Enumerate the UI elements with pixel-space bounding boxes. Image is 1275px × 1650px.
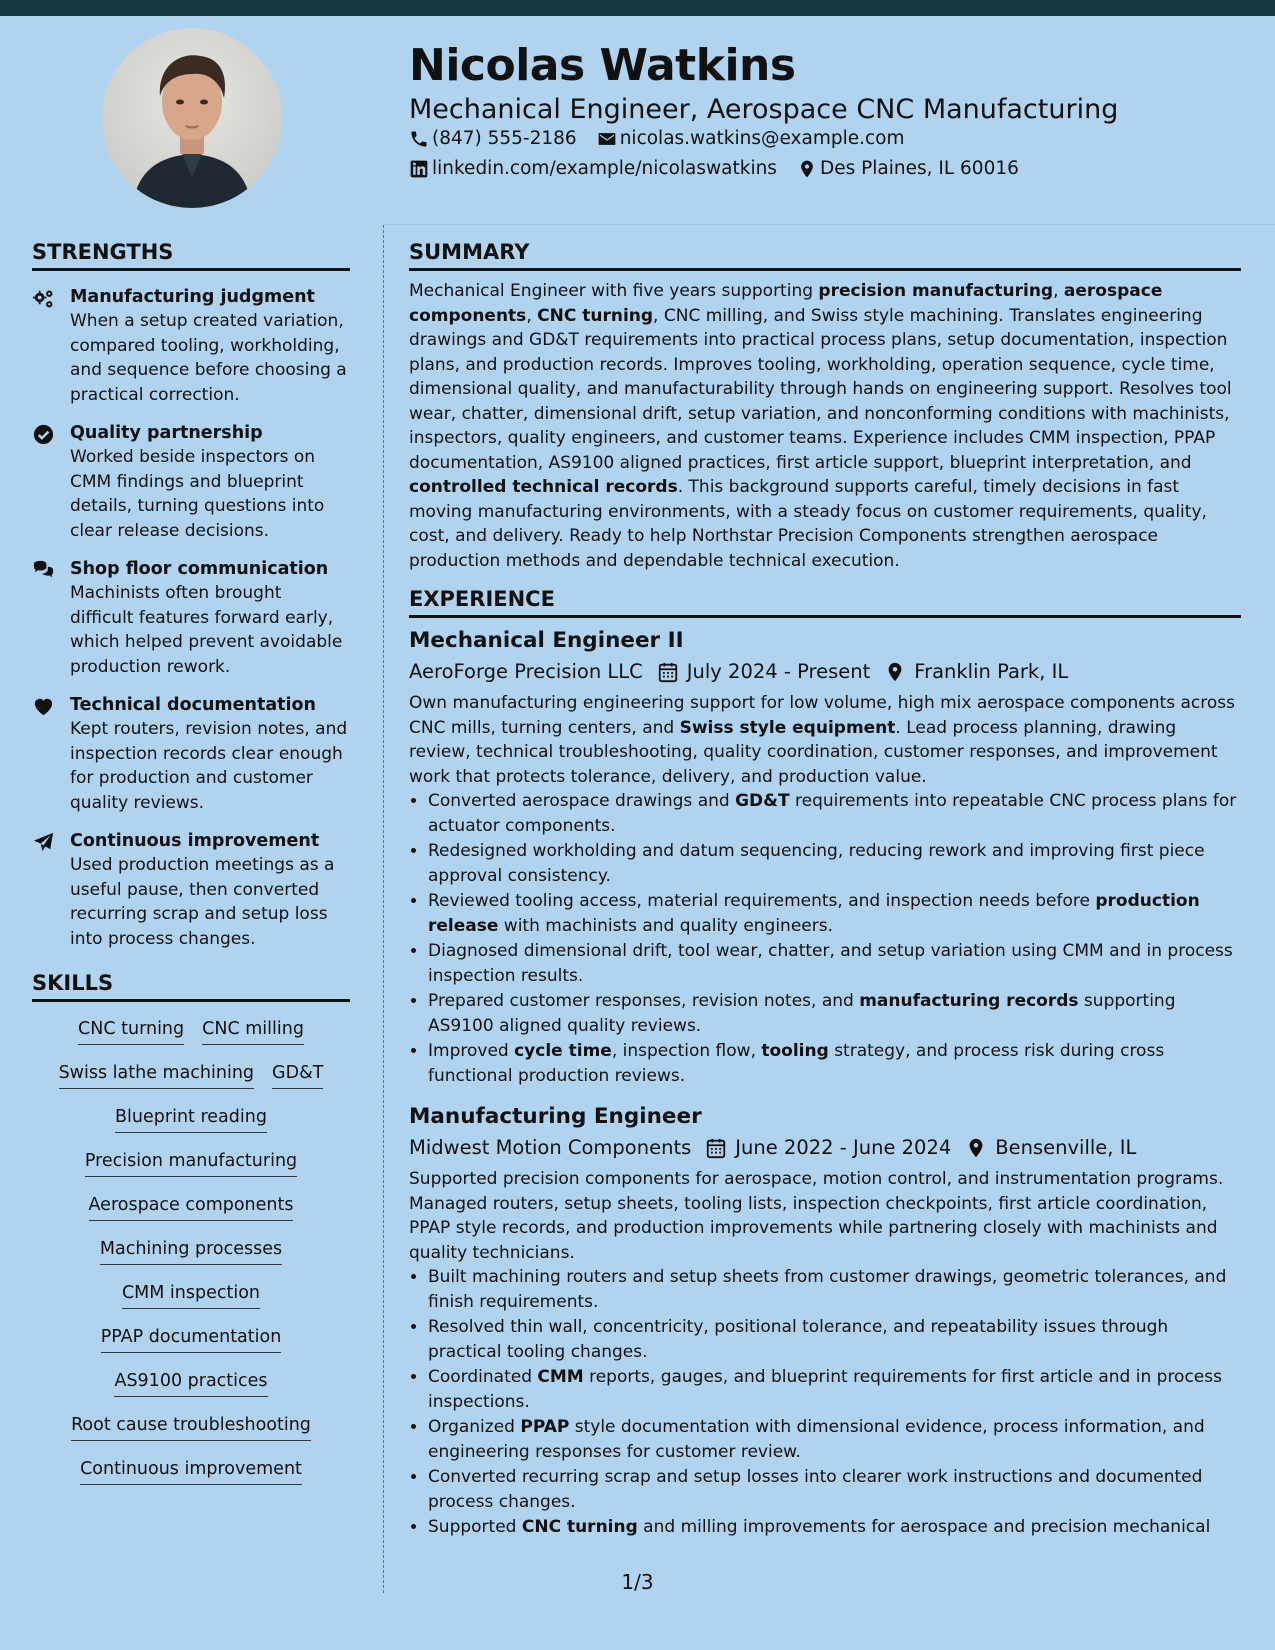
top-bar [0, 0, 1275, 16]
job-dates [705, 1136, 951, 1159]
right-column [409, 240, 1241, 1541]
skill-row [32, 1062, 350, 1089]
strength-item [32, 829, 350, 951]
experience-title: EXPERIENCE [409, 587, 1241, 618]
column-divider [383, 225, 384, 1593]
job-company: AeroForge Precision LLC [409, 660, 643, 683]
calendar-icon [657, 661, 679, 683]
job-meta [409, 660, 1241, 683]
skill-tag: CNC milling [202, 1018, 304, 1045]
job-bullet: • Converted aerospace drawings and GD&T requirements into repeatable CNC process plans for actuator components. [428, 789, 1241, 838]
calendar-icon [705, 1137, 727, 1159]
map-pin-icon [884, 661, 906, 683]
comments-icon [32, 559, 55, 582]
strength-icon-wrap [32, 693, 70, 815]
map-pin-icon [965, 1137, 987, 1159]
location-text: Des Plaines, IL 60016 [819, 158, 1019, 179]
skill-row [32, 1370, 350, 1397]
email-text: nicolas.watkins@example.com [619, 128, 905, 149]
phone-text: (847) 555-2186 [432, 128, 577, 149]
job-bullet: • Built machining routers and setup sheets from customer drawings, geometric tolerances, and finish requirements. [428, 1265, 1241, 1314]
strength-title: Quality partnership [70, 423, 263, 443]
job-location-text: Franklin Park, IL [914, 660, 1069, 683]
job-title: Mechanical Engineer II [409, 628, 684, 653]
strength-icon-wrap [32, 829, 70, 951]
envelope-icon [597, 129, 617, 149]
strength-title: Technical documentation [70, 695, 317, 715]
strength-text [70, 557, 350, 679]
job-bullet: • Reviewed tooling access, material requirements, and inspection needs before production release with machinists and quality engineers. [428, 889, 1241, 938]
strength-item [32, 285, 350, 407]
job-bullet: • Resolved thin wall, concentricity, positional tolerance, and repeatability issues through practical tooling changes. [428, 1315, 1241, 1364]
skill-tag: Machining processes [100, 1238, 282, 1265]
job-location [965, 1136, 1136, 1159]
skill-tag: AS9100 practices [114, 1370, 267, 1397]
summary-text: Mechanical Engineer with five years supporting precision manufacturing, aerospace components, CNC turning, CNC milling, and Swiss style machining. Translates engineering drawings and GD&T requirements into practical process plans, setup documentation, inspection plans, and production records. Improves tooling, workholding, operation sequence, cycle time, dimensional quality, and manufacturability through hands on engineering support. Resolves tool wear, chatter, dimensional drift, setup variation, and nonconforming conditions with machinists, inspectors, quality engineers, and customer teams. Experience includes CMM inspection, PPAP documentation, AS9100 aligned practices, first article support, blueprint interpretation, and controlled technical records. This background supports careful, timely decisions in fast moving manufacturing environments, with a steady focus on customer requirements, quality, cost, and delivery. Ready to help Northstar Precision Components strengthen aerospace production methods and dependable technical execution. [409, 281, 1232, 571]
skill-row [32, 1106, 350, 1133]
location [797, 158, 1019, 179]
strength-description: Used production meetings as a useful pause, then converted recurring scrap and setup loss into process changes. [70, 855, 335, 949]
job-bullets [409, 789, 1241, 1088]
job-meta [409, 1136, 1241, 1159]
job-bullet: • Supported CNC turning and milling improvements for aerospace and precision mechanical [428, 1515, 1241, 1540]
paper-plane-icon [32, 831, 55, 854]
candidate-name: Nicolas Watkins [409, 40, 796, 91]
strengths-title: STRENGTHS [32, 240, 350, 271]
skills-list [32, 1018, 350, 1485]
skill-tag: Swiss lathe machining [59, 1062, 254, 1089]
contact-row-2 [409, 158, 1039, 179]
strength-item [32, 421, 350, 543]
skill-row [32, 1194, 350, 1221]
strength-description: Machinists often brought difficult features forward early, which helped prevent avoidable production rework. [70, 583, 343, 677]
skill-row [32, 1018, 350, 1045]
strength-description: Kept routers, revision notes, and inspection records clear enough for production and customer quality reviews. [70, 719, 348, 813]
map-pin-icon [797, 159, 817, 179]
skill-tag: CNC turning [78, 1018, 184, 1045]
linkedin[interactable] [409, 158, 777, 179]
experience-list [409, 626, 1241, 1540]
strength-icon-wrap [32, 421, 70, 543]
job-bullet: • Diagnosed dimensional drift, tool wear, chatter, and setup variation using CMM and in process inspection results. [428, 939, 1241, 988]
strength-title: Manufacturing judgment [70, 287, 315, 307]
job-dates-text: July 2024 - Present [686, 660, 871, 683]
job-bullet: • Coordinated CMM reports, gauges, and blueprint requirements for first article and in process inspections. [428, 1365, 1241, 1414]
strength-text [70, 829, 350, 951]
strength-text [70, 285, 350, 407]
skill-row [32, 1238, 350, 1265]
phone-icon [409, 129, 429, 149]
skill-tag: PPAP documentation [101, 1326, 282, 1353]
email[interactable] [597, 128, 905, 149]
job-bullet: • Improved cycle time, inspection flow, tooling strategy, and process risk during cross functional production reviews. [428, 1039, 1241, 1088]
skill-row [32, 1326, 350, 1353]
left-column [32, 240, 350, 1502]
job-dates-text: June 2022 - June 2024 [735, 1136, 952, 1159]
job-location [884, 660, 1068, 683]
job-bullet: • Organized PPAP style documentation with dimensional evidence, process information, and engineering responses for customer review. [428, 1415, 1241, 1464]
skill-row [32, 1458, 350, 1485]
job-description: Own manufacturing engineering support for low volume, high mix aerospace components across CNC mills, turning centers, and Swiss style equipment. Lead process planning, drawing review, technical troubleshooting, quality coordination, customer responses, and improvement work that protects tolerance, delivery, and production value. [409, 693, 1235, 787]
skill-tag: Continuous improvement [80, 1458, 302, 1485]
linkedin-text: linkedin.com/example/nicolaswatkins [432, 158, 777, 179]
skill-row [32, 1282, 350, 1309]
skill-row [32, 1414, 350, 1441]
strength-description: When a setup created variation, compared tooling, workholding, and sequence before choosing a practical correction. [70, 311, 347, 405]
heart-icon [32, 695, 55, 718]
job-bullet: • Redesigned workholding and datum sequencing, reducing rework and improving first piece approval consistency. [428, 839, 1241, 888]
strength-item [32, 557, 350, 679]
profile-photo [102, 28, 282, 208]
job-bullets [409, 1265, 1241, 1540]
skill-row [32, 1150, 350, 1177]
strength-description: Worked beside inspectors on CMM findings and blueprint details, turning questions into clear release decisions. [70, 447, 325, 541]
header-divider [384, 224, 1275, 225]
skill-tag: Root cause troubleshooting [71, 1414, 311, 1441]
check-circle-icon [32, 423, 55, 446]
contact-row-1 [409, 128, 925, 149]
strength-text [70, 421, 350, 543]
strength-title: Shop floor communication [70, 559, 329, 579]
job-bullet: • Converted recurring scrap and setup losses into clearer work instructions and documented process changes. [428, 1465, 1241, 1514]
summary-title: SUMMARY [409, 240, 1241, 271]
skill-tag: GD&T [272, 1062, 323, 1089]
strength-item [32, 693, 350, 815]
page-number: 1/3 [621, 1570, 654, 1594]
strengths-list [32, 285, 350, 951]
job-entry [409, 626, 1241, 1088]
job-title: Manufacturing Engineer [409, 1104, 702, 1129]
strength-icon-wrap [32, 557, 70, 679]
gears-icon [32, 287, 55, 310]
job-bullet: • Prepared customer responses, revision notes, and manufacturing records supporting AS9100 aligned quality reviews. [428, 989, 1241, 1038]
skill-tag: Blueprint reading [115, 1106, 267, 1133]
skill-tag: Precision manufacturing [85, 1150, 297, 1177]
job-dates [657, 660, 871, 683]
phone[interactable] [409, 128, 577, 149]
strength-text [70, 693, 350, 815]
skills-title: SKILLS [32, 971, 350, 1002]
skill-tag: CMM inspection [122, 1282, 260, 1309]
job-company: Midwest Motion Components [409, 1136, 692, 1159]
job-entry [409, 1102, 1241, 1540]
strength-title: Continuous improvement [70, 831, 320, 851]
candidate-headline: Mechanical Engineer, Aerospace CNC Manufacturing [409, 94, 1119, 125]
skill-tag: Aerospace components [89, 1194, 294, 1221]
job-description: Supported precision components for aerospace, motion control, and instrumentation programs. Managed routers, setup sheets, tooling lists, inspection checkpoints, first article coordination, PPAP style records, and production improvements while partnering closely with machinists and quality technicians. [409, 1169, 1224, 1263]
strength-icon-wrap [32, 285, 70, 407]
job-location-text: Bensenville, IL [995, 1136, 1137, 1159]
linkedin-icon [409, 159, 429, 179]
